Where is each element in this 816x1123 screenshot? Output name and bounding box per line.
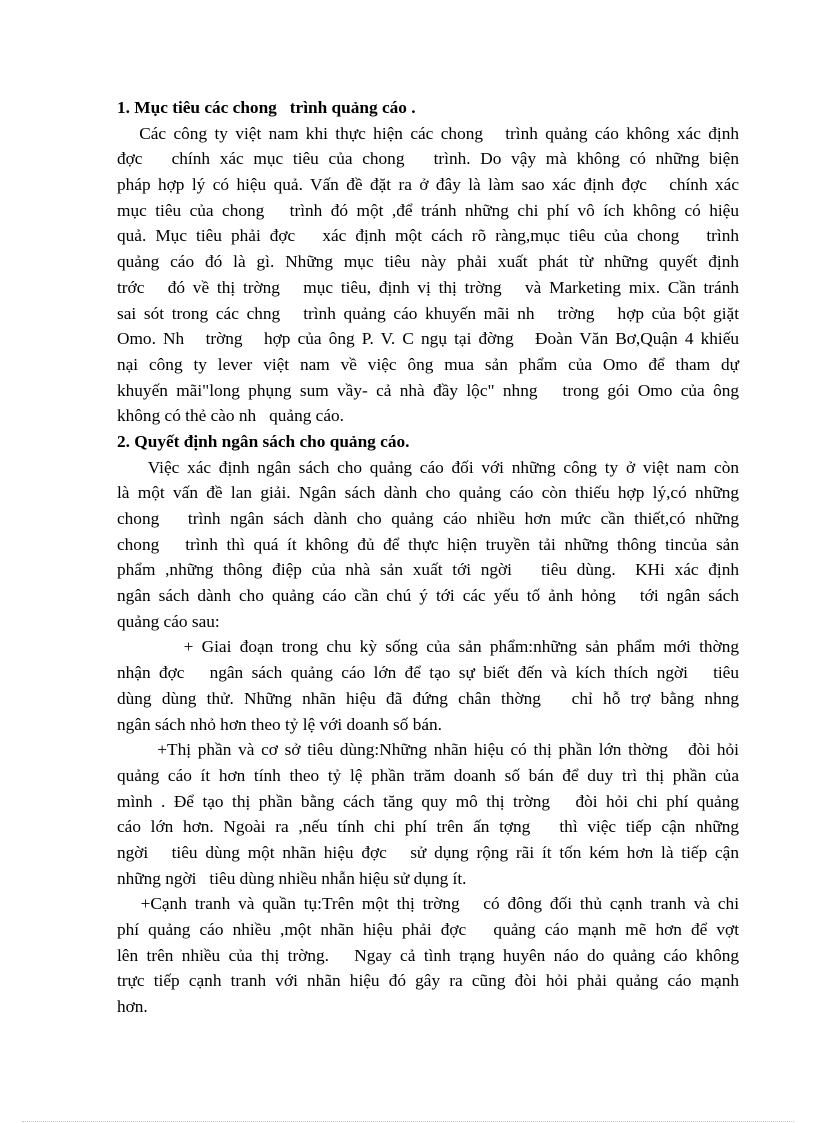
bullet-line: mình . Để tạo thị phần bằng cách tăng quy mô thị trờng đòi hỏi chi phí quảng — [117, 791, 739, 811]
paragraph-line: khuyến mãi"long phụng sum vầy- cả nhà đầy lộc" nhng trong gói Omo của ông — [117, 380, 739, 400]
bullet-line: lên trên nhiều của thị trờng. Ngay cả tình trạng huyên náo do quảng cáo không — [117, 945, 739, 965]
paragraph-line: trớc đó về thị trờng mục tiêu, định vị thị trờng và Marketing mix. Cần tránh — [117, 277, 739, 297]
paragraph-line: Việc xác định ngân sách cho quảng cáo đối với những công ty ở việt nam còn — [117, 457, 739, 477]
bullet-line: trực tiếp cạnh tranh với nhãn hiệu đó gây ra cũng đòi hỏi phải quảng cáo mạnh — [117, 971, 739, 991]
paragraph-line: Các công ty việt nam khi thực hiện các chong trình quảng cáo không xác định — [117, 123, 739, 143]
paragraph-line: phẩm ,những thông điệp của nhà sản xuất tới ngời tiêu dùng. KHi xác định — [117, 560, 739, 580]
bullet-line: phí quảng cáo nhiều ,một nhãn hiệu phải đợc quảng cáo mạnh mẽ hơn để vợt — [117, 920, 739, 939]
section-2-heading: 2. Quyết định ngân sách cho quảng cáo. — [117, 431, 410, 451]
paragraph-line: Omo. Nh trờng hợp của ông P. V. C ngụ tại đờng Đoàn Văn Bơ,Quận 4 khiếu — [117, 329, 739, 349]
paragraph-last-line: quảng cáo sau: — [117, 611, 220, 631]
bullet-last-line: ngân sách nhỏ hơn theo tỷ lệ với doanh số bán. — [117, 714, 442, 734]
bullet-last-line: những ngời tiêu dùng nhiều nhẫn hiệu sử dụng ít. — [117, 868, 467, 888]
page-bottom-divider — [22, 1121, 794, 1122]
bullet-last-line: hơn. — [117, 997, 148, 1017]
bullet-line: nhận đợc ngân sách quảng cáo lớn để tạo sự biết đến và kích thích ngời tiêu — [117, 663, 739, 683]
paragraph-line: pháp hợp lý có hiệu quả. Vấn đề đặt ra ở đây là làm sao xác định đợc chính xác — [117, 175, 739, 195]
paragraph-line: quả. Mục tiêu phải đợc xác định một cách rõ ràng,mục tiêu của chong trình — [117, 226, 739, 246]
paragraph-line: đợc chính xác mục tiêu của chong trình. Do vậy mà không có những biện — [117, 149, 739, 169]
bullet-line: +Thị phần và cơ sở tiêu dùng:Những nhãn hiệu có thị phần lớn thờng đòi hỏi — [117, 740, 739, 760]
paragraph-line: mục tiêu của chong trình đó một ,để tránh những chi phí vô ích không có hiệu — [117, 200, 739, 220]
section-1-heading: 1. Mục tiêu các chong trình quảng cáo . — [117, 98, 416, 117]
paragraph-line: chong trình thì quá ít không đủ để thực hiện truyền tải những thông tincủa sản — [117, 534, 739, 554]
bullet-line: ngời tiêu dùng một nhãn hiệu đợc sử dụng rộng rãi ít tốn kém hơn là tiếp cận — [117, 842, 739, 862]
paragraph-line: nại công ty lever việt nam về việc ông mua sản phẩm của Omo để tham dự — [117, 354, 739, 374]
paragraph-line: quảng cáo đó là gì. Những mục tiêu này phải xuất phát từ những quyết định — [117, 252, 739, 272]
document-body — [117, 95, 739, 1020]
bullet-line: cáo lớn hơn. Ngoài ra ,nếu tính chi phí trên ấn tợng thì việc tiếp cận những — [117, 817, 739, 837]
bullet-line: + Giai đoạn trong chu kỳ sống của sản phẩm:những sản phẩm mới thờng — [117, 637, 739, 657]
bullet-line: +Cạnh tranh và quần tụ:Trên một thị trờng có đông đối thủ cạnh tranh và chi — [117, 894, 739, 914]
paragraph-line: ngân sách dành cho quảng cáo cần chú ý tới các yếu tố ảnh hỏng tới ngân sách — [117, 586, 739, 606]
paragraph-line: là một vấn đề lan giải. Ngân sách dành cho quảng cáo còn thiếu hợp lý,có những — [117, 483, 739, 503]
paragraph-line: chong trình ngân sách dành cho quảng cáo nhiều hơn mức cần thiết,có những — [117, 509, 739, 528]
paragraph-last-line: không có thẻ cào nh quảng cáo. — [117, 406, 344, 426]
bullet-line: quảng cáo ít hơn tính theo tỷ lệ phần trăm doanh số bán để duy trì thị phần của — [117, 765, 739, 785]
bullet-line: dùng dùng thử. Những nhãn hiệu đã đứng chân thờng chỉ hỗ trợ bằng nhng — [117, 688, 739, 708]
paragraph-line: sai sót trong các chng trình quảng cáo khuyến mãi nh trờng hợp của bột giặt — [117, 303, 739, 323]
